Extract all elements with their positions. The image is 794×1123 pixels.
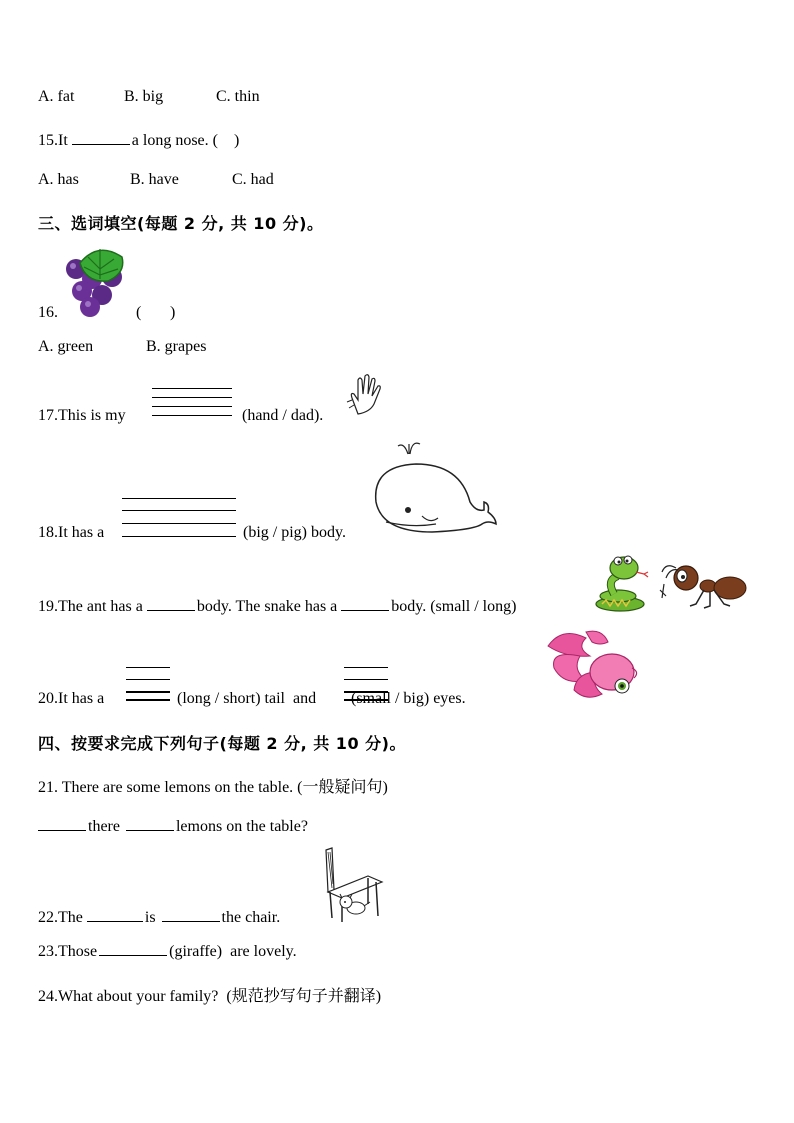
q16-number: 16. bbox=[38, 304, 58, 321]
q24-line bbox=[38, 983, 381, 1006]
q22-stem-pre: 22.The bbox=[38, 909, 83, 926]
q15-stem-pre: 15.It bbox=[38, 132, 68, 149]
q16-paren-open: ( bbox=[136, 304, 142, 321]
q16-option-b: B. grapes bbox=[146, 338, 207, 355]
q20-and: and bbox=[292, 690, 317, 707]
q15-option-a: A. has bbox=[38, 171, 79, 188]
section-3-heading: 三、选词填空(每题 2 分, 共 10 分)。 bbox=[38, 214, 324, 233]
q19-line bbox=[38, 596, 516, 616]
q18-stem-post: (big / pig) body. bbox=[243, 524, 346, 541]
q21-blank-1[interactable] bbox=[38, 816, 86, 831]
q16-option-a: A. green bbox=[38, 338, 94, 355]
q16-options bbox=[38, 338, 206, 356]
goldfish-picture bbox=[546, 628, 642, 702]
q17-stem-post: (hand / dad). bbox=[242, 407, 324, 424]
q15-option-b: B. have bbox=[130, 171, 179, 188]
q21-line bbox=[38, 774, 388, 797]
q15-blank[interactable] bbox=[72, 130, 130, 145]
q19-stem-post: body. (small / long) bbox=[391, 598, 517, 615]
q17-stem-pre: 17.This is my bbox=[38, 407, 126, 424]
q20-writing-lines-2[interactable] bbox=[344, 667, 388, 703]
q22-stem-mid: is bbox=[144, 909, 156, 926]
q15-stem-post: a long nose. ( bbox=[131, 132, 218, 149]
q16-line bbox=[38, 304, 175, 322]
q21-answer-post: lemons on the table? bbox=[175, 818, 308, 835]
q14-option-a: A. fat bbox=[38, 88, 75, 105]
q20-line bbox=[38, 690, 466, 708]
hand-picture bbox=[344, 370, 388, 416]
q21-stem: 21. There are some lemons on the table. (一般疑问句) bbox=[38, 779, 388, 796]
q14-option-b: B. big bbox=[124, 88, 164, 105]
q16-paren-close: ) bbox=[170, 304, 176, 321]
whale-picture bbox=[372, 440, 498, 536]
q23-line bbox=[38, 941, 297, 961]
q23-blank[interactable] bbox=[99, 941, 167, 956]
section-4-heading: 四、按要求完成下列句子(每题 2 分, 共 10 分)。 bbox=[38, 734, 406, 753]
chair-picture bbox=[320, 846, 386, 922]
q20-stem-pre: 20.It has a bbox=[38, 690, 105, 707]
q21-blank-2[interactable] bbox=[126, 816, 174, 831]
q14-option-c: C. thin bbox=[216, 88, 260, 105]
q19-stem-mid: body. The snake has a bbox=[196, 598, 338, 615]
q21-answer-mid: there bbox=[88, 818, 120, 835]
q19-blank-1[interactable] bbox=[147, 596, 195, 611]
q20-stem-mid: (long / short) tail bbox=[177, 690, 285, 707]
q24-stem: 24.What about your family? (规范抄写句子并翻译) bbox=[38, 988, 382, 1005]
q15-paren-close: ) bbox=[233, 132, 240, 149]
q14-options bbox=[38, 88, 260, 106]
q18-writing-lines[interactable] bbox=[122, 498, 236, 538]
q19-stem-pre: 19.The ant has a bbox=[38, 598, 143, 615]
q18-stem-pre: 18.It has a bbox=[38, 524, 105, 541]
q20-writing-lines-1[interactable] bbox=[126, 667, 170, 703]
q17-writing-lines[interactable] bbox=[152, 388, 232, 420]
q23-stem-post: (giraffe) are lovely. bbox=[169, 943, 297, 960]
q15-options bbox=[38, 171, 274, 189]
q22-line bbox=[38, 907, 280, 927]
ant-picture bbox=[656, 562, 748, 612]
q22-stem-post: the chair. bbox=[221, 909, 281, 926]
q19-blank-2[interactable] bbox=[341, 596, 389, 611]
q23-stem-pre: 23.Those bbox=[38, 943, 98, 960]
q21-answer-line bbox=[38, 816, 308, 836]
q15-option-c: C. had bbox=[232, 171, 274, 188]
q22-blank-2[interactable] bbox=[162, 907, 220, 922]
snake-picture bbox=[592, 550, 652, 612]
q20-stem-post: (small / big) eyes. bbox=[350, 690, 466, 707]
q15-line bbox=[38, 130, 239, 150]
q22-blank-1[interactable] bbox=[87, 907, 143, 922]
